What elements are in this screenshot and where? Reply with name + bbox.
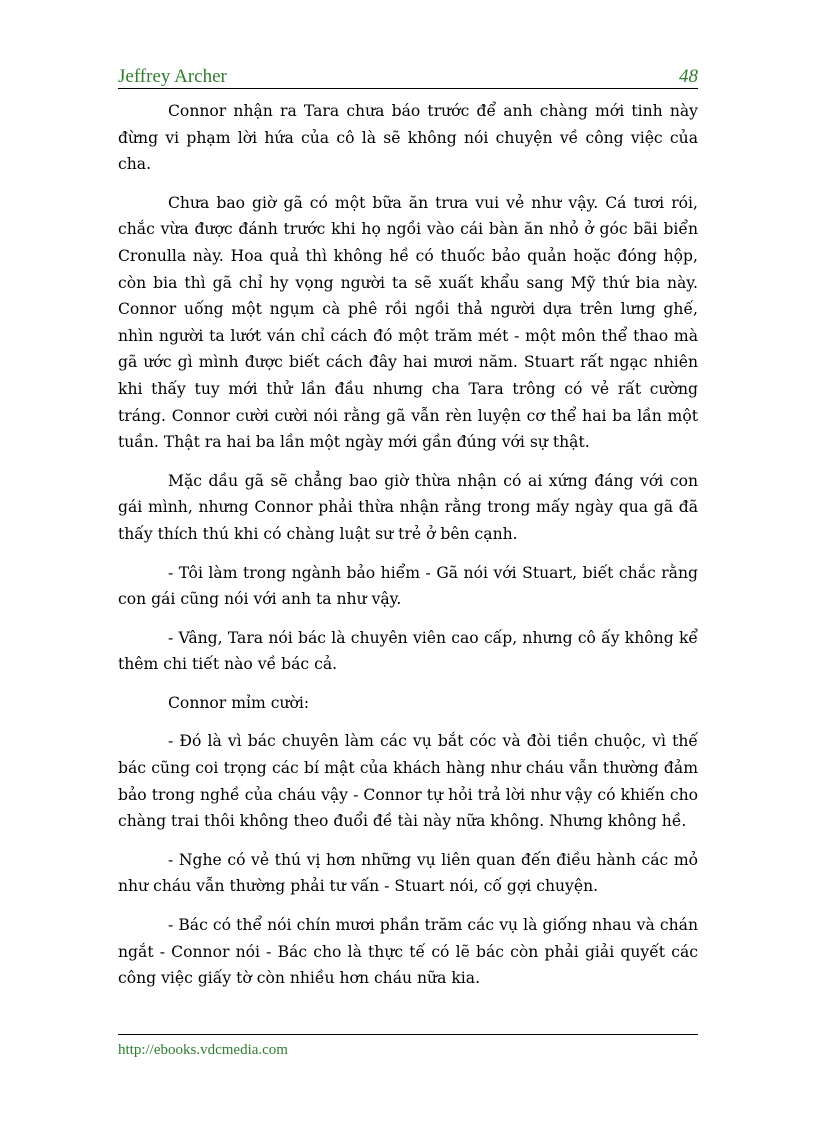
paragraph: - Bác có thể nói chín mươi phần trăm các vụ là giống nhau và chán ngắt - Connor nói - Bác cho là thực tế có lẽ bác còn phải giải quyết các công việc giấy tờ còn nhiều hơn cháu nữa kia. (118, 916, 698, 988)
header-page-number: 48 (679, 66, 698, 87)
paragraph: - Tôi làm trong ngành bảo hiểm - Gã nói với Stuart, biết chắc rằng con gái cũng nói với anh ta như vậy. (118, 563, 698, 609)
page-header (118, 62, 698, 88)
header-author: Jeffrey Archer (118, 66, 227, 87)
paragraph: Connor nhận ra Tara chưa báo trước để anh chàng mới tinh này đừng vi phạm lời hứa của cô là sẽ không nói chuyện về công việc của cha. (118, 102, 698, 174)
footer-divider (118, 1034, 698, 1035)
paragraph: - Đó là vì bác chuyên làm các vụ bắt cóc và đòi tiền chuộc, vì thế bác cũng coi trọng các bí mật của khách hàng như cháu vẫn thường đảm bảo trong nghề của cháu vậy - Connor tự hỏi trả lời như vậy có khiến cho chàng trai thôi không theo đuổi đề tài này nữa không. Nhưng không hề. (118, 732, 698, 831)
paragraph: - Nghe có vẻ thú vị hơn những vụ liên quan đến điều hành các mỏ như cháu vẫn thường phải tư vấn - Stuart nói, cố gợi chuyện. (118, 850, 698, 896)
paragraph: - Vâng, Tara nói bác là chuyên viên cao cấp, nhưng cô ấy không kể thêm chi tiết nào về bác cả. (118, 628, 698, 674)
paragraph: Chưa bao giờ gã có một bữa ăn trưa vui vẻ như vậy. Cá tươi rói, chắc vừa được đánh trước khi họ ngồi vào cái bàn ăn nhỏ ở góc bãi biển Cronulla này. Hoa quả thì không hề có thuốc bảo quản hoặc đóng hộp, còn bia thì gã chỉ hy vọng người ta sẽ xuất khẩu sang Mỹ thứ bia này. Connor uống một ngụm cà phê rồi ngồi thả người dựa trên lưng ghế, nhìn người ta lướt ván chỉ cách đó một trăm mét - một môn thể thao mà gã ước gì mình được biết cách đây hai mươi năm. Stuart rất ngạc nhiên khi thấy tuy mới thử lần đầu nhưng cha Tara trông có vẻ rất cường tráng. Connor cười cười nói rằng gã vẫn rèn luyện cơ thể hai ba lần một tuần. Thật ra hai ba lần một ngày mới gần đúng với sự thật. (118, 193, 698, 452)
paragraph: Mặc dầu gã sẽ chẳng bao giờ thừa nhận có ai xứng đáng với con gái mình, nhưng Connor phải thừa nhận rằng trong mấy ngày qua gã đã thấy thích thú khi có chàng luật sư trẻ ở bên cạnh. (118, 471, 698, 543)
paragraph: Connor mỉm cười: (168, 693, 310, 712)
header-divider (118, 88, 698, 89)
footer-url[interactable]: http://ebooks.vdcmedia.com (118, 1042, 288, 1058)
body-text (118, 98, 698, 1004)
